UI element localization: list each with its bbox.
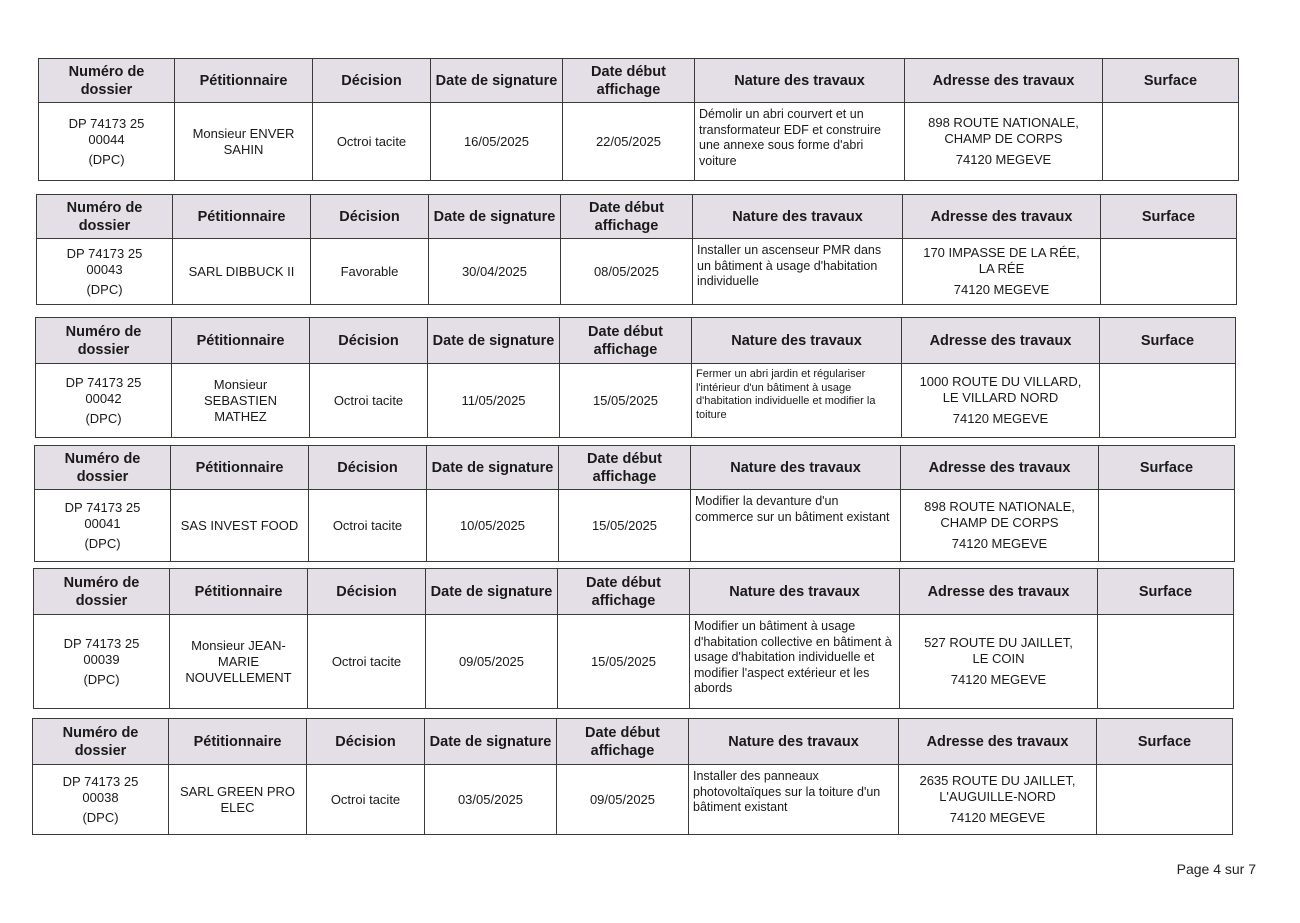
cell-nature: Fermer un abri jardin et régulariser l'intérieur d'un bâtiment à usage d'habitation individuelle et modifier la toiture bbox=[692, 364, 902, 438]
header-dossier: Numéro de dossier bbox=[35, 446, 171, 490]
header-surface: Surface bbox=[1101, 195, 1237, 239]
cell-nature: Démolir un abri courvert et un transformateur EDF et construire une annexe sous forme d'abri voiture bbox=[695, 103, 905, 181]
dossier-number-line1: DP 74173 25 bbox=[65, 374, 142, 390]
dossier-type: (DPC) bbox=[84, 535, 121, 551]
cell-adresse bbox=[903, 239, 1101, 305]
cell-decision: Octroi tacite bbox=[313, 103, 431, 181]
cell-petitionnaire: SAS INVEST FOOD bbox=[171, 490, 309, 562]
address-city: 74120 MEGEVE bbox=[949, 810, 1046, 825]
header-dossier: Numéro de dossier bbox=[34, 569, 170, 615]
dossier-number-line1: DP 74173 25 bbox=[68, 115, 145, 131]
header-surface: Surface bbox=[1097, 719, 1233, 765]
cell-dossier bbox=[37, 239, 173, 305]
header-petitionnaire: Pétitionnaire bbox=[173, 195, 311, 239]
dossier-type: (DPC) bbox=[82, 809, 119, 825]
header-date-signature: Date de signature bbox=[427, 446, 559, 490]
address-city: 74120 MEGEVE bbox=[951, 536, 1048, 551]
cell-decision: Octroi tacite bbox=[310, 364, 428, 438]
address-line1: 898 ROUTE NATIONALE, bbox=[928, 115, 1079, 130]
address-line2: LE VILLARD NORD bbox=[942, 390, 1059, 405]
permit-table bbox=[35, 317, 1236, 438]
header-nature: Nature des travaux bbox=[690, 569, 900, 615]
address-line1: 898 ROUTE NATIONALE, bbox=[924, 499, 1075, 514]
header-adresse: Adresse des travaux bbox=[901, 446, 1099, 490]
header-dossier: Numéro de dossier bbox=[37, 195, 173, 239]
cell-date-signature: 16/05/2025 bbox=[431, 103, 563, 181]
header-adresse: Adresse des travaux bbox=[905, 59, 1103, 103]
header-petitionnaire: Pétitionnaire bbox=[169, 719, 307, 765]
table-row bbox=[36, 364, 1236, 438]
cell-dossier bbox=[39, 103, 175, 181]
dossier-number-line1: DP 74173 25 bbox=[62, 773, 139, 789]
cell-surface bbox=[1099, 490, 1235, 562]
dossier-number-line1: DP 74173 25 bbox=[63, 635, 140, 651]
table-header-row bbox=[33, 719, 1233, 765]
permit-table bbox=[38, 58, 1239, 181]
dossier-number-line2: 00042 bbox=[85, 390, 122, 406]
table-header-row bbox=[36, 318, 1236, 364]
permit-table bbox=[33, 568, 1234, 709]
cell-decision: Favorable bbox=[311, 239, 429, 305]
page-number: Page 4 sur 7 bbox=[1176, 861, 1256, 877]
header-surface: Surface bbox=[1098, 569, 1234, 615]
header-adresse: Adresse des travaux bbox=[903, 195, 1101, 239]
header-date-signature: Date de signature bbox=[429, 195, 561, 239]
header-dossier: Numéro de dossier bbox=[33, 719, 169, 765]
address-city: 74120 MEGEVE bbox=[950, 672, 1047, 687]
cell-decision: Octroi tacite bbox=[309, 490, 427, 562]
dossier-number-line2: 00038 bbox=[82, 789, 119, 805]
cell-petitionnaire: SARL GREEN PRO ELEC bbox=[169, 765, 307, 835]
cell-adresse bbox=[901, 490, 1099, 562]
cell-surface bbox=[1100, 364, 1236, 438]
dossier-number-line2: 00039 bbox=[83, 651, 120, 667]
header-surface: Surface bbox=[1100, 318, 1236, 364]
header-decision: Décision bbox=[309, 446, 427, 490]
cell-date-affichage: 22/05/2025 bbox=[563, 103, 695, 181]
dossier-type: (DPC) bbox=[86, 281, 123, 297]
dossier-number-line1: DP 74173 25 bbox=[66, 245, 143, 261]
permit-table bbox=[32, 718, 1233, 835]
header-date-affichage: Date début affichage bbox=[560, 318, 692, 364]
header-surface: Surface bbox=[1099, 446, 1235, 490]
header-date-affichage: Date début affichage bbox=[563, 59, 695, 103]
header-petitionnaire: Pétitionnaire bbox=[172, 318, 310, 364]
header-date-signature: Date de signature bbox=[428, 318, 560, 364]
cell-adresse bbox=[902, 364, 1100, 438]
table-row bbox=[35, 490, 1235, 562]
dossier-number-line2: 00044 bbox=[88, 131, 125, 147]
cell-date-signature: 30/04/2025 bbox=[429, 239, 561, 305]
header-surface: Surface bbox=[1103, 59, 1239, 103]
header-decision: Décision bbox=[307, 719, 425, 765]
permit-table bbox=[36, 194, 1237, 305]
dossier-number-line2: 00041 bbox=[84, 515, 121, 531]
cell-petitionnaire: Monsieur ENVER SAHIN bbox=[175, 103, 313, 181]
dossier-number-line2: 00043 bbox=[86, 261, 123, 277]
cell-decision: Octroi tacite bbox=[307, 765, 425, 835]
header-dossier: Numéro de dossier bbox=[39, 59, 175, 103]
cell-surface bbox=[1101, 239, 1237, 305]
address-line2: LA RÉE bbox=[978, 261, 1025, 276]
table-row bbox=[34, 615, 1234, 709]
cell-dossier bbox=[35, 490, 171, 562]
dossier-type: (DPC) bbox=[88, 151, 125, 167]
header-petitionnaire: Pétitionnaire bbox=[175, 59, 313, 103]
table-row bbox=[39, 103, 1239, 181]
cell-nature: Installer un ascenseur PMR dans un bâtiment à usage d'habitation individuelle bbox=[693, 239, 903, 305]
cell-date-signature: 09/05/2025 bbox=[426, 615, 558, 709]
header-decision: Décision bbox=[313, 59, 431, 103]
cell-date-affichage: 15/05/2025 bbox=[558, 615, 690, 709]
header-decision: Décision bbox=[308, 569, 426, 615]
address-line1: 1000 ROUTE DU VILLARD, bbox=[919, 374, 1082, 389]
address-line2: L'AUGUILLE-NORD bbox=[939, 789, 1056, 804]
header-date-affichage: Date début affichage bbox=[561, 195, 693, 239]
cell-nature: Modifier la devanture d'un commerce sur un bâtiment existant bbox=[691, 490, 901, 562]
address-line2: CHAMP DE CORPS bbox=[940, 515, 1059, 530]
cell-adresse bbox=[899, 765, 1097, 835]
header-date-signature: Date de signature bbox=[425, 719, 557, 765]
address-line2: CHAMP DE CORPS bbox=[944, 131, 1063, 146]
header-nature: Nature des travaux bbox=[692, 318, 902, 364]
header-petitionnaire: Pétitionnaire bbox=[170, 569, 308, 615]
header-date-affichage: Date début affichage bbox=[558, 569, 690, 615]
cell-nature: Modifier un bâtiment à usage d'habitation collective en bâtiment à usage d'habitation individuelle et modifier l'aspect extérieur et les abords bbox=[690, 615, 900, 709]
cell-date-affichage: 15/05/2025 bbox=[560, 364, 692, 438]
dossier-type: (DPC) bbox=[85, 410, 122, 426]
table-header-row bbox=[35, 446, 1235, 490]
cell-nature: Installer des panneaux photovoltaïques sur la toiture d'un bâtiment existant bbox=[689, 765, 899, 835]
cell-adresse bbox=[905, 103, 1103, 181]
header-adresse: Adresse des travaux bbox=[902, 318, 1100, 364]
cell-date-affichage: 09/05/2025 bbox=[557, 765, 689, 835]
header-nature: Nature des travaux bbox=[693, 195, 903, 239]
header-nature: Nature des travaux bbox=[695, 59, 905, 103]
header-dossier: Numéro de dossier bbox=[36, 318, 172, 364]
header-nature: Nature des travaux bbox=[689, 719, 899, 765]
cell-date-signature: 10/05/2025 bbox=[427, 490, 559, 562]
header-adresse: Adresse des travaux bbox=[900, 569, 1098, 615]
header-petitionnaire: Pétitionnaire bbox=[171, 446, 309, 490]
header-decision: Décision bbox=[310, 318, 428, 364]
address-city: 74120 MEGEVE bbox=[955, 152, 1052, 167]
cell-surface bbox=[1098, 615, 1234, 709]
cell-dossier bbox=[36, 364, 172, 438]
cell-petitionnaire: Monsieur JEAN-MARIE NOUVELLEMENT bbox=[170, 615, 308, 709]
address-city: 74120 MEGEVE bbox=[952, 411, 1049, 426]
header-date-affichage: Date début affichage bbox=[559, 446, 691, 490]
address-line2: LE COIN bbox=[972, 651, 1025, 666]
cell-date-signature: 11/05/2025 bbox=[428, 364, 560, 438]
table-header-row bbox=[34, 569, 1234, 615]
cell-surface bbox=[1103, 103, 1239, 181]
cell-dossier bbox=[33, 765, 169, 835]
permit-table bbox=[34, 445, 1235, 562]
header-date-signature: Date de signature bbox=[431, 59, 563, 103]
dossier-number-line1: DP 74173 25 bbox=[64, 499, 141, 515]
cell-adresse bbox=[900, 615, 1098, 709]
table-header-row bbox=[39, 59, 1239, 103]
header-decision: Décision bbox=[311, 195, 429, 239]
cell-date-affichage: 08/05/2025 bbox=[561, 239, 693, 305]
table-header-row bbox=[37, 195, 1237, 239]
cell-date-signature: 03/05/2025 bbox=[425, 765, 557, 835]
cell-petitionnaire: SARL DIBBUCK II bbox=[173, 239, 311, 305]
header-adresse: Adresse des travaux bbox=[899, 719, 1097, 765]
address-line1: 170 IMPASSE DE LA RÉE, bbox=[923, 245, 1080, 260]
table-row bbox=[33, 765, 1233, 835]
address-line1: 2635 ROUTE DU JAILLET, bbox=[919, 773, 1076, 788]
address-city: 74120 MEGEVE bbox=[953, 282, 1050, 297]
cell-petitionnaire: Monsieur SEBASTIEN MATHEZ bbox=[172, 364, 310, 438]
header-date-affichage: Date début affichage bbox=[557, 719, 689, 765]
header-nature: Nature des travaux bbox=[691, 446, 901, 490]
dossier-type: (DPC) bbox=[83, 671, 120, 687]
cell-dossier bbox=[34, 615, 170, 709]
cell-date-affichage: 15/05/2025 bbox=[559, 490, 691, 562]
header-date-signature: Date de signature bbox=[426, 569, 558, 615]
cell-decision: Octroi tacite bbox=[308, 615, 426, 709]
address-line1: 527 ROUTE DU JAILLET, bbox=[924, 635, 1073, 650]
cell-surface bbox=[1097, 765, 1233, 835]
table-row bbox=[37, 239, 1237, 305]
